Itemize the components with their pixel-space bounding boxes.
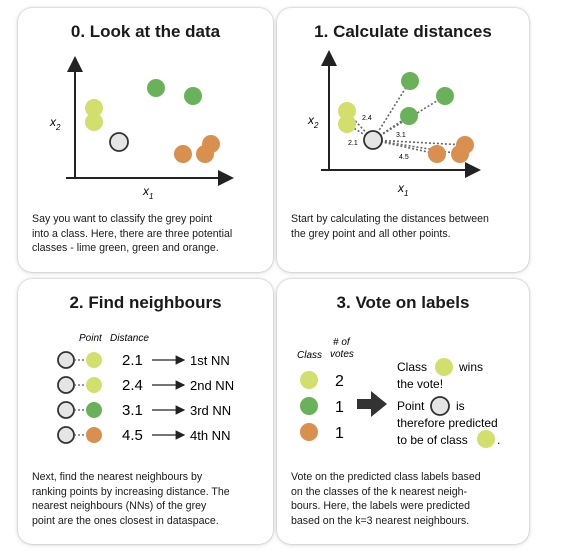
- neighbour-rank: 2nd NN: [190, 378, 235, 393]
- caption-line: classes - lime green, green and orange.: [32, 242, 219, 254]
- y-axis-label: $x_2$: [308, 113, 319, 130]
- neighbour-rank: 1st NN: [190, 353, 230, 368]
- result-text: wins: [459, 360, 484, 374]
- distance-line: [373, 140, 465, 145]
- grey-point: [364, 131, 382, 149]
- result-text: therefore predicted: [397, 416, 498, 430]
- result-text: .: [497, 433, 501, 447]
- neighbour-row: [58, 377, 234, 394]
- x-axis-label: $x_1$: [143, 184, 154, 201]
- panel-title: 3. Vote on labels: [336, 293, 470, 312]
- green-point: [147, 79, 165, 97]
- panel-caption: [291, 212, 521, 241]
- column-header-votes: votes: [330, 349, 354, 360]
- orange-point: [174, 145, 192, 163]
- neighbour-rank: 3rd NN: [190, 403, 232, 418]
- lime-class-icon: [435, 358, 453, 376]
- panel-title: 2. Find neighbours: [69, 293, 222, 312]
- distance-label: 4.5: [399, 154, 409, 161]
- green-point: [86, 402, 102, 418]
- neighbour-row: [58, 402, 231, 419]
- grey-point: [58, 352, 74, 368]
- data-points: [85, 79, 220, 163]
- caption-line: bours. Here, the labels were predicted: [291, 500, 471, 512]
- lime-class-icon: [477, 430, 495, 448]
- panel-caption: [32, 470, 265, 528]
- panel-title: 0. Look at the data: [70, 22, 221, 41]
- panel-calculate-distances: [277, 8, 529, 272]
- result-text: the vote!: [397, 377, 444, 391]
- distance-value: 2.1: [122, 352, 143, 369]
- panel-find-neighbours: [18, 279, 273, 544]
- caption-line: Say you want to classify the grey point: [32, 213, 213, 225]
- lime-class-icon: [300, 371, 318, 389]
- distance-line: [373, 140, 460, 154]
- neighbour-rank: 4th NN: [190, 428, 231, 443]
- orange-point: [456, 136, 474, 154]
- orange-point: [196, 145, 214, 163]
- caption-line: point are the ones closest in dataspace.: [32, 514, 219, 527]
- panel-look-at-data: [18, 8, 273, 272]
- distance-label: 3.1: [396, 132, 406, 139]
- green-point: [401, 72, 419, 90]
- column-header-class: Class: [297, 350, 323, 361]
- x-axis-label: $x_1$: [398, 181, 409, 198]
- orange-point: [428, 145, 446, 163]
- result-text: to be of class: [397, 433, 468, 447]
- lime-point: [86, 377, 102, 393]
- lime-point: [85, 113, 103, 131]
- vote-count: 1: [335, 425, 344, 442]
- neighbour-row: [58, 427, 230, 444]
- grey-point: [58, 427, 74, 443]
- grey-point: [58, 377, 74, 393]
- grey-point: [110, 133, 128, 151]
- lime-point: [86, 352, 102, 368]
- column-header-votes: # of: [333, 337, 350, 348]
- caption-line: Start by calculating the distances between: [291, 213, 489, 225]
- caption-line: on the classes of the k nearest neigh-: [291, 485, 468, 498]
- panel-caption: [291, 470, 521, 528]
- orange-class-icon: [300, 423, 318, 441]
- panel-title: 1. Calculate distances: [314, 22, 492, 41]
- panel-vote-on-labels: [277, 279, 529, 544]
- caption-line: Next, find the nearest neighbours by: [32, 471, 203, 483]
- data-points: [338, 72, 474, 163]
- caption-line: into a class. Here, there are three potential: [32, 227, 233, 240]
- caption-line: the grey point and all other points.: [291, 227, 451, 240]
- column-header-point: Point: [79, 333, 102, 344]
- caption-line: based on the k=3 nearest neighbours.: [291, 514, 470, 527]
- lime-point: [338, 115, 356, 133]
- distance-label: 2.4: [362, 115, 372, 122]
- green-point: [184, 87, 202, 105]
- green-point: [436, 87, 454, 105]
- column-header-distance: Distance: [110, 333, 149, 344]
- green-point: [400, 107, 418, 125]
- result-text: Class: [397, 360, 428, 374]
- caption-line: nearest neighbours (NNs) of the grey: [32, 500, 207, 512]
- orange-point: [86, 427, 102, 443]
- caption-line: Vote on the predicted class labels based: [291, 471, 481, 483]
- green-class-icon: [300, 397, 318, 415]
- y-axis-label: $x_2$: [50, 115, 61, 132]
- result-arrow: [357, 391, 387, 417]
- caption-line: ranking points by increasing distance. The: [32, 485, 230, 498]
- distance-value: 4.5: [122, 427, 143, 444]
- grey-point: [58, 402, 74, 418]
- result-text: is: [456, 399, 465, 413]
- grey-point-icon: [431, 397, 449, 415]
- panel-caption: [32, 212, 265, 256]
- vote-count: 1: [335, 399, 344, 416]
- result-text: Point: [397, 399, 425, 413]
- vote-count: 2: [335, 373, 344, 390]
- distance-value: 3.1: [122, 402, 143, 419]
- distance-value: 2.4: [122, 377, 143, 394]
- neighbour-row: [58, 352, 230, 369]
- distance-label: 2.1: [348, 140, 358, 147]
